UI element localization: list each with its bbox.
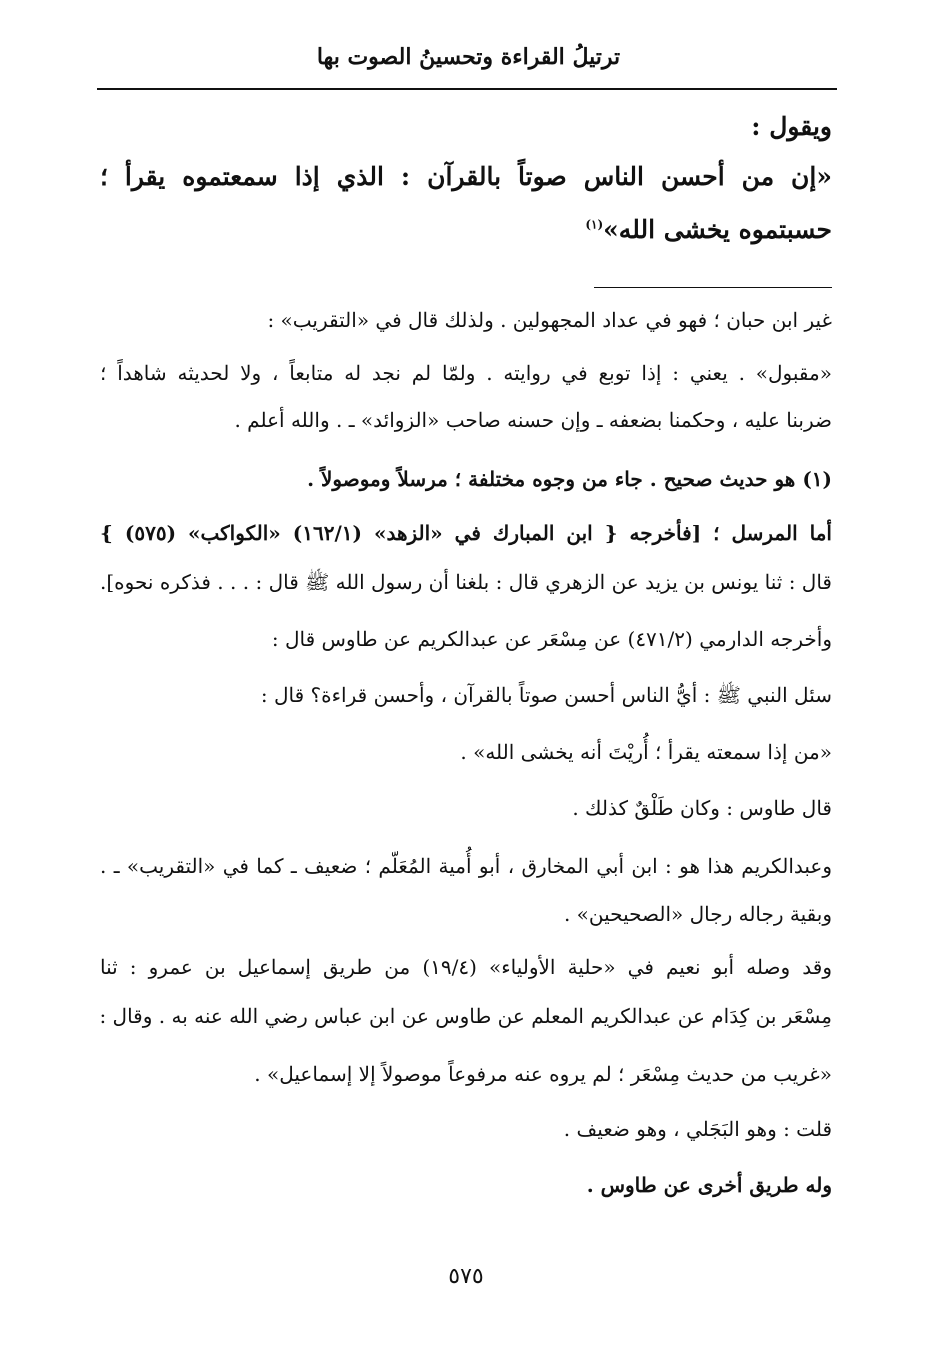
footnote-line: أما المرسل ؛ [فأخرجه { ابن المبارك في «الزهد» (١٦٢/١) «الكواكب» (٥٧٥) } (100, 521, 832, 545)
running-head: ترتيلُ القراءة وتحسينُ الصوت بها (316, 44, 621, 70)
footnote-line: وقد وصله أبو نعيم في «حلية الأولياء» (١٩/٤) من طريق إسماعيل بن عمرو : ثنا (100, 955, 832, 979)
footnote-line: ضربنا عليه ، وحكمنا بضعفه ـ وإن حسنه صاحب «الزوائد» ـ . والله أعلم . (234, 408, 832, 432)
footnote-rule (594, 287, 832, 288)
footnote-line: قال طاوس : وكان طَلْقٌ كذلك . (572, 796, 832, 820)
footnote-line: «غريب من حديث مِسْعَر ؛ لم يروه عنه مرفوعاً موصولاً إلا إسماعيل» . (254, 1062, 832, 1086)
footnote-ref: (١) (585, 217, 604, 232)
footnote-line: «مقبول» . يعني : إذا توبع في روايته . ولمّا لم نجد له متابعاً ، ولا لحديثه شاهداً ؛ (100, 361, 832, 385)
footnote-line: «من إذا سمعته يقرأ ؛ أُريْتَ أنه يخشى الله» . (460, 740, 832, 764)
quote-line-2 (585, 215, 832, 245)
footnote-line: مِسْعَر بن كِدَام عن عبدالكريم المعلم عن طاوس عن ابن عباس رضي الله عنه به . وقال : (99, 1004, 832, 1028)
header-rule (97, 88, 837, 90)
footnote-line: (١) هو حديث صحيح . جاء من وجوه مختلفة ؛ مرسلاً وموصولاً . (307, 467, 832, 491)
page-number: ٥٧٥ (448, 1264, 484, 1289)
quote-line-2-text: حسبتموه يخشى الله» (603, 215, 832, 244)
quote-line-1: «إن من أحسن الناس صوتاً بالقرآن : الذي إذا سمعتموه يقرأ ؛ (100, 162, 832, 191)
footnote-line: وله طريق أخرى عن طاوس . (586, 1173, 832, 1197)
footnote-line: وبقية رجاله رجال «الصحيحين» . (563, 902, 832, 926)
footnote-line: غير ابن حبان ؛ فهو في عداد المجهولين . ولذلك قال في «التقريب» : (267, 308, 832, 332)
footnote-line: وأخرجه الدارمي (٤٧١/٢) عن مِسْعَر عن عبدالكريم عن طاوس قال : (271, 627, 832, 651)
footnote-line: سئل النبي ﷺ : أيُّ الناس أحسن صوتاً بالقرآن ، وأحسن قراءة؟ قال : (260, 683, 832, 707)
footnote-line: قال : ثنا يونس بن يزيد عن الزهري قال : بلغنا أن رسول الله ﷺ قال : . . . فذكره نحوه]. (100, 570, 832, 594)
footnote-line: وعبدالكريم هذا هو : ابن أبي المخارق ، أبو أُمية المُعَلّم ؛ ضعيف ـ كما في «التقريب» ـ . (100, 854, 832, 878)
footnote-line: قلت : وهو البَجَلي ، وهو ضعيف . (563, 1117, 832, 1141)
quote-intro: ويقول : (751, 112, 832, 141)
